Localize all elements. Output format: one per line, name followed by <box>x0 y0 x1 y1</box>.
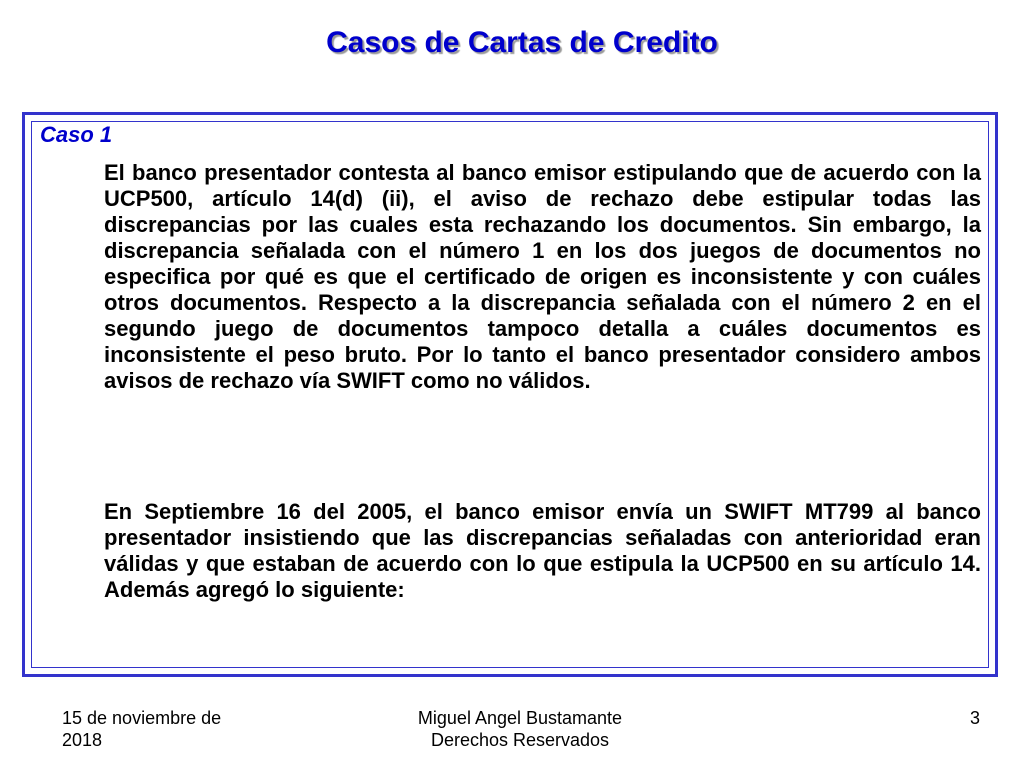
footer-author-name: Miguel Angel Bustamante <box>417 708 623 728</box>
footer-date-line-2: 2018 <box>62 730 103 750</box>
slide-title: Casos de Cartas de Credito <box>326 26 718 59</box>
footer-date-line-1: 15 de noviembre de <box>62 708 222 728</box>
case-heading: Caso 1 <box>40 122 113 147</box>
footer-author <box>330 707 710 751</box>
footer-rights: Derechos Reservados <box>430 730 610 750</box>
body-paragraph-1: El banco presentador contesta al banco emisor estipulando que de acuerdo con la UCP500, artículo 14(d) (ii), el aviso de rechazo debe estipular todas las discrepancias por las cuales esta rechazando los documentos. Sin embargo, la discrepancia señalada con el número 1 en los dos juegos de documentos no especifica por qué es que el certificado de origen es inconsistente y con cuáles otros documentos. Respecto a la discrepancia señalada con el número 2 en el segundo juego de documentos tampoco detalla a cuáles documentos es inconsistente el peso bruto. Por lo tanto el banco presentador considero ambos avisos de rechazo vía SWIFT como no válidos. <box>104 160 981 393</box>
footer-date <box>62 707 262 751</box>
body-paragraph-2: En Septiembre 16 del 2005, el banco emisor envía un SWIFT MT799 al banco presentador insistiendo que las discrepancias señaladas con anterioridad eran válidas y que estaban de acuerdo con lo que estipula la UCP500 en su artículo 14. Además agregó lo siguiente: <box>104 499 981 602</box>
page-number: 3 <box>969 708 980 728</box>
